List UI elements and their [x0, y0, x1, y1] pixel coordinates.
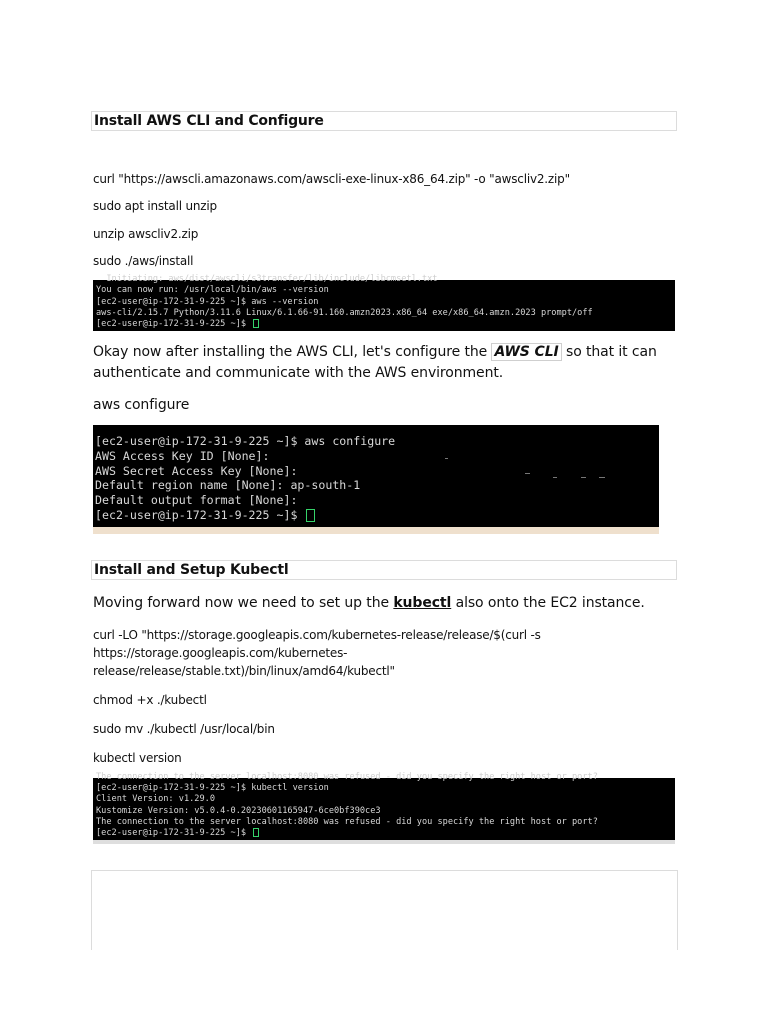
terminal-prompt: [ec2-user@ip-172-31-9-225 ~]$: [95, 507, 305, 522]
redaction-mark: [581, 477, 586, 478]
screenshot-bottom-edge: [93, 527, 659, 534]
section-heading-kubectl: Install and Setup Kubectl: [91, 560, 677, 580]
paragraph-text: Moving forward now we need to set up the: [93, 595, 394, 611]
terminal-line: Default region name [None]: ap-south-1: [95, 478, 361, 493]
terminal-line: Initiating: aws/dist/awscli/s3transfer/lib/include/libcmsetl.txt: [96, 274, 438, 284]
command-mv-kubectl: sudo mv ./kubectl /usr/local/bin: [93, 722, 275, 736]
screenshot-bottom-edge: [93, 840, 675, 844]
command-chmod: chmod +x ./kubectl: [93, 693, 207, 707]
paragraph-setup-kubectl: [93, 593, 673, 614]
command-kubectl-version: kubectl version: [93, 751, 182, 765]
terminal-line: [ec2-user@ip-172-31-9-225 ~]$ aws --version: [96, 296, 319, 307]
terminal-prompt-line: [96, 319, 675, 330]
paragraph-text: Okay now after installing the AWS CLI, let's configure the: [93, 344, 492, 360]
cursor-icon: [253, 828, 259, 837]
terminal-screenshot-aws-configure: [93, 425, 659, 527]
command-curl-awscli: curl "https://awscli.amazonaws.com/awscli-exe-linux-x86_64.zip" -o "awscliv2.zip": [93, 172, 570, 186]
terminal-line: The connection to the server localhost:8080 was refused - did you specify the right host or port?: [96, 816, 598, 827]
terminal-line: aws-cli/2.15.7 Python/3.11.6 Linux/6.1.66-91.160.amzn2023.x86_64 exe/x86_64.amzn.2023 prompt/off: [96, 307, 593, 318]
command-unzip: unzip awscliv2.zip: [93, 227, 199, 241]
terminal-line: Default output format [None]:: [95, 493, 298, 508]
aws-cli-emphasis: AWS CLI: [491, 343, 561, 361]
paragraph-text: so that it can authenticate and communicate with the AWS environment.: [93, 344, 657, 381]
terminal-prompt-line: [95, 508, 659, 523]
command-install-unzip: sudo apt install unzip: [93, 199, 217, 213]
terminal-prompt-line: [96, 828, 675, 839]
terminal-line: [ec2-user@ip-172-31-9-225 ~]$ aws configure: [95, 434, 396, 448]
redaction-mark: [445, 458, 448, 459]
cursor-icon: [253, 319, 259, 328]
terminal-prompt: [ec2-user@ip-172-31-9-225 ~]$: [96, 319, 252, 330]
terminal-line: Client Version: v1.29.0: [96, 794, 215, 805]
cursor-icon: [306, 509, 315, 522]
terminal-prompt: [ec2-user@ip-172-31-9-225 ~]$: [96, 828, 252, 839]
terminal-line: Kustomize Version: v5.0.4-0.20230601165947-6ce0bf390ce3: [96, 805, 381, 816]
paragraph-text: also onto the EC2 instance.: [451, 595, 645, 611]
section-heading-aws-cli: Install AWS CLI and Configure: [91, 111, 677, 131]
empty-block: [91, 870, 678, 950]
command-aws-configure: aws configure: [93, 397, 190, 413]
terminal-screenshot-kubectl-version: [93, 772, 675, 844]
terminal-line: [ec2-user@ip-172-31-9-225 ~]$ kubectl version: [96, 783, 329, 794]
command-curl-kubectl: curl -LO "https://storage.googleapis.com/kubernetes-release/release/$(curl -s https://storage.googleapis.com/kubernetes-release/release/stable.txt)/bin/linux/amd64/kubectl": [93, 628, 541, 678]
kubectl-link[interactable]: kubectl: [393, 595, 452, 611]
command-aws-install: sudo ./aws/install: [93, 254, 194, 268]
redaction-mark: [553, 477, 557, 478]
redaction-mark: [599, 477, 605, 478]
terminal-line: You can now run: /usr/local/bin/aws --version: [96, 285, 329, 296]
terminal-line: AWS Secret Access Key [None]:: [95, 463, 298, 478]
redaction-mark: [525, 473, 530, 474]
terminal-line: AWS Access Key ID [None]:: [95, 448, 270, 463]
terminal-line: The connection to the server localhost:8080 was refused - did you specify the right host or port?: [96, 772, 598, 782]
terminal-screenshot-aws-version: [93, 274, 675, 331]
paragraph-configure-aws: [93, 342, 673, 384]
